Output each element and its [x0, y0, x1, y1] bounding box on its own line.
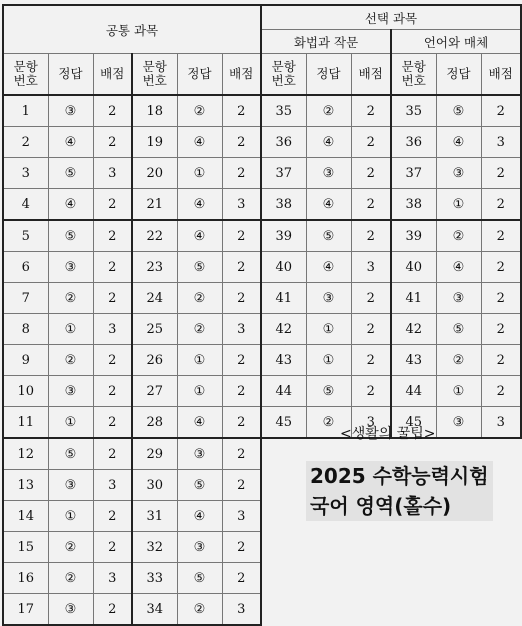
answer-cell: ① — [48, 407, 93, 439]
answer-cell: ① — [177, 376, 222, 407]
points-cell: 2 — [222, 407, 261, 439]
col-points-header: 배점 — [222, 54, 261, 96]
points-cell: 3 — [481, 407, 521, 439]
question-number: 20 — [132, 158, 177, 189]
question-number: 40 — [391, 252, 436, 283]
answer-cell: ⑤ — [436, 95, 481, 127]
answer-key-body — [3, 5, 521, 625]
points-cell: 2 — [222, 532, 261, 563]
points-cell: 2 — [481, 189, 521, 221]
question-number: 35 — [261, 95, 306, 127]
answer-row — [3, 314, 521, 345]
points-cell: 2 — [351, 376, 391, 407]
col-points-header: 배점 — [351, 54, 391, 96]
exam-title — [306, 461, 493, 521]
points-cell: 2 — [222, 438, 261, 470]
answer-cell: ⑤ — [436, 314, 481, 345]
answer-row — [3, 220, 521, 252]
points-cell: 2 — [93, 127, 132, 158]
question-number: 45 — [261, 407, 306, 439]
answer-cell: ③ — [48, 470, 93, 501]
question-number: 32 — [132, 532, 177, 563]
question-number: 16 — [3, 563, 48, 594]
question-number: 44 — [391, 376, 436, 407]
answer-cell: ② — [48, 532, 93, 563]
answer-cell: ④ — [177, 189, 222, 221]
question-number: 26 — [132, 345, 177, 376]
answer-cell: ③ — [436, 407, 481, 439]
points-cell: 2 — [93, 438, 132, 470]
question-number: 29 — [132, 438, 177, 470]
col-points-header: 배점 — [481, 54, 521, 96]
points-cell: 2 — [481, 252, 521, 283]
points-cell: 3 — [222, 594, 261, 626]
question-number: 37 — [261, 158, 306, 189]
question-number: 31 — [132, 501, 177, 532]
header-row-top — [3, 5, 521, 30]
points-cell: 3 — [93, 158, 132, 189]
points-cell: 2 — [481, 220, 521, 252]
points-cell: 2 — [93, 95, 132, 127]
question-number: 12 — [3, 438, 48, 470]
points-cell: 2 — [222, 95, 261, 127]
points-cell: 2 — [481, 314, 521, 345]
question-number: 10 — [3, 376, 48, 407]
col-answer-header: 정답 — [306, 54, 351, 96]
points-cell: 2 — [481, 376, 521, 407]
points-cell: 2 — [481, 283, 521, 314]
answer-cell: ③ — [436, 283, 481, 314]
answer-cell: ① — [436, 189, 481, 221]
question-number: 27 — [132, 376, 177, 407]
points-cell: 2 — [93, 345, 132, 376]
question-number: 43 — [391, 345, 436, 376]
answer-cell: ④ — [436, 252, 481, 283]
points-cell: 3 — [351, 252, 391, 283]
points-cell: 3 — [351, 407, 391, 439]
col-number-header-line-1: 문항 — [401, 59, 426, 74]
col-number-header — [3, 54, 48, 96]
col-points-header: 배점 — [93, 54, 132, 96]
answer-cell: ④ — [436, 127, 481, 158]
col-number-header-line-1: 문항 — [13, 59, 38, 74]
points-cell: 2 — [93, 283, 132, 314]
answer-cell: ① — [177, 345, 222, 376]
answer-cell: ③ — [48, 252, 93, 283]
col-number-header-line-2: 번호 — [142, 73, 167, 88]
answer-cell: ③ — [48, 95, 93, 127]
points-cell: 2 — [222, 283, 261, 314]
header-row-columns — [3, 54, 521, 96]
points-cell: 2 — [481, 95, 521, 127]
col-number-header — [132, 54, 177, 96]
answer-cell: ② — [436, 345, 481, 376]
col-number-header — [261, 54, 306, 96]
answer-row — [3, 376, 521, 407]
col-number-header-line-1: 문항 — [271, 59, 296, 74]
answer-cell: ② — [177, 594, 222, 626]
answer-cell: ④ — [177, 407, 222, 439]
answer-row — [3, 252, 521, 283]
points-cell: 2 — [93, 376, 132, 407]
answer-row — [3, 95, 521, 127]
question-number: 9 — [3, 345, 48, 376]
answer-cell: ④ — [177, 220, 222, 252]
answer-cell: ⑤ — [48, 220, 93, 252]
col-answer-header: 정답 — [436, 54, 481, 96]
common-subject-header: 공통 과목 — [3, 5, 261, 54]
answer-cell: ③ — [306, 283, 351, 314]
col-number-header-line-2: 번호 — [13, 73, 38, 88]
answer-cell: ① — [48, 501, 93, 532]
points-cell: 2 — [222, 376, 261, 407]
question-number: 40 — [261, 252, 306, 283]
points-cell: 2 — [351, 127, 391, 158]
answer-cell: ⑤ — [177, 470, 222, 501]
points-cell: 2 — [93, 252, 132, 283]
question-number: 8 — [3, 314, 48, 345]
points-cell: 2 — [222, 220, 261, 252]
points-cell: 2 — [351, 283, 391, 314]
points-cell: 2 — [222, 563, 261, 594]
answer-cell: ① — [306, 345, 351, 376]
col-number-header-line-1: 문항 — [142, 59, 167, 74]
question-number: 42 — [261, 314, 306, 345]
elective-subject-header: 선택 과목 — [261, 5, 521, 30]
points-cell: 2 — [351, 189, 391, 221]
question-number: 45 — [391, 407, 436, 439]
question-number: 21 — [132, 189, 177, 221]
points-cell: 2 — [93, 501, 132, 532]
points-cell: 2 — [93, 532, 132, 563]
answer-cell: ① — [177, 158, 222, 189]
question-number: 41 — [261, 283, 306, 314]
answer-row — [3, 283, 521, 314]
answer-cell: ③ — [177, 532, 222, 563]
question-number: 7 — [3, 283, 48, 314]
col-answer-header: 정답 — [177, 54, 222, 96]
question-number: 5 — [3, 220, 48, 252]
points-cell: 2 — [351, 158, 391, 189]
points-cell: 2 — [351, 220, 391, 252]
question-number: 14 — [3, 501, 48, 532]
question-number: 3 — [3, 158, 48, 189]
answer-cell: ⑤ — [48, 438, 93, 470]
answer-cell: ③ — [306, 158, 351, 189]
col-answer-header: 정답 — [48, 54, 93, 96]
answer-cell: ③ — [48, 376, 93, 407]
answer-cell: ② — [48, 563, 93, 594]
answer-row — [3, 127, 521, 158]
answer-cell: ⑤ — [306, 220, 351, 252]
speech-writing-header: 화법과 작문 — [261, 30, 391, 54]
points-cell: 3 — [93, 563, 132, 594]
exam-title-line-1: 2025 수학능력시험 — [310, 464, 489, 488]
points-cell: 2 — [351, 345, 391, 376]
question-number: 24 — [132, 283, 177, 314]
answer-key-table — [2, 4, 522, 626]
answer-cell: ③ — [436, 158, 481, 189]
question-number: 25 — [132, 314, 177, 345]
question-number: 37 — [391, 158, 436, 189]
answer-cell: ② — [48, 345, 93, 376]
points-cell: 2 — [481, 345, 521, 376]
answer-cell: ⑤ — [48, 158, 93, 189]
points-cell: 2 — [93, 594, 132, 626]
question-number: 36 — [261, 127, 306, 158]
answer-cell: ② — [177, 314, 222, 345]
answer-cell: ② — [48, 283, 93, 314]
answer-row — [3, 345, 521, 376]
answer-row — [3, 158, 521, 189]
answer-cell: ② — [436, 220, 481, 252]
points-cell: 2 — [93, 220, 132, 252]
question-number: 17 — [3, 594, 48, 626]
answer-cell: ⑤ — [177, 252, 222, 283]
answer-cell: ④ — [48, 127, 93, 158]
question-number: 23 — [132, 252, 177, 283]
points-cell: 2 — [93, 189, 132, 221]
question-number: 35 — [391, 95, 436, 127]
answer-cell: ④ — [177, 501, 222, 532]
points-cell: 2 — [351, 95, 391, 127]
question-number: 39 — [261, 220, 306, 252]
points-cell: 3 — [93, 470, 132, 501]
points-cell: 2 — [222, 158, 261, 189]
col-number-header-line-2: 번호 — [271, 73, 296, 88]
question-number: 13 — [3, 470, 48, 501]
points-cell: 2 — [222, 470, 261, 501]
points-cell: 3 — [222, 501, 261, 532]
answer-cell: ② — [177, 283, 222, 314]
question-number: 22 — [132, 220, 177, 252]
col-number-header-line-2: 번호 — [401, 73, 426, 88]
tip-label: <생활의 꿀팁> — [340, 426, 436, 442]
answer-cell: ② — [177, 95, 222, 127]
answer-cell: ① — [48, 314, 93, 345]
answer-row — [3, 407, 521, 439]
points-cell: 3 — [93, 314, 132, 345]
question-number: 42 — [391, 314, 436, 345]
answer-cell: ① — [306, 314, 351, 345]
question-number: 38 — [391, 189, 436, 221]
question-number: 18 — [132, 95, 177, 127]
question-number: 33 — [132, 563, 177, 594]
answer-cell: ④ — [177, 127, 222, 158]
question-number: 6 — [3, 252, 48, 283]
answer-cell: ⑤ — [306, 376, 351, 407]
points-cell: 2 — [93, 407, 132, 439]
question-number: 11 — [3, 407, 48, 439]
question-number: 19 — [132, 127, 177, 158]
language-media-header: 언어와 매체 — [391, 30, 521, 54]
answer-cell: ③ — [177, 438, 222, 470]
question-number: 1 — [3, 95, 48, 127]
answer-cell: ④ — [306, 127, 351, 158]
answer-cell: ② — [306, 95, 351, 127]
question-number: 30 — [132, 470, 177, 501]
points-cell: 2 — [481, 158, 521, 189]
question-number: 38 — [261, 189, 306, 221]
question-number: 28 — [132, 407, 177, 439]
question-number: 41 — [391, 283, 436, 314]
points-cell: 3 — [222, 314, 261, 345]
points-cell: 2 — [222, 252, 261, 283]
exam-title-line-2: 국어 영역(홀수) — [310, 494, 452, 518]
answer-cell: ④ — [306, 252, 351, 283]
answer-cell: ② — [306, 407, 351, 439]
points-cell: 3 — [222, 189, 261, 221]
points-cell: 2 — [351, 314, 391, 345]
question-number: 36 — [391, 127, 436, 158]
answer-row — [3, 189, 521, 221]
answer-cell: ④ — [306, 189, 351, 221]
answer-cell: ④ — [48, 189, 93, 221]
question-number: 15 — [3, 532, 48, 563]
question-number: 44 — [261, 376, 306, 407]
question-number: 2 — [3, 127, 48, 158]
question-number: 43 — [261, 345, 306, 376]
col-number-header — [391, 54, 436, 96]
answer-cell: ① — [436, 376, 481, 407]
question-number: 39 — [391, 220, 436, 252]
points-cell: 2 — [222, 127, 261, 158]
answer-cell: ⑤ — [177, 563, 222, 594]
answer-cell: ③ — [48, 594, 93, 626]
points-cell: 2 — [222, 345, 261, 376]
question-number: 34 — [132, 594, 177, 626]
points-cell: 3 — [481, 127, 521, 158]
question-number: 4 — [3, 189, 48, 221]
